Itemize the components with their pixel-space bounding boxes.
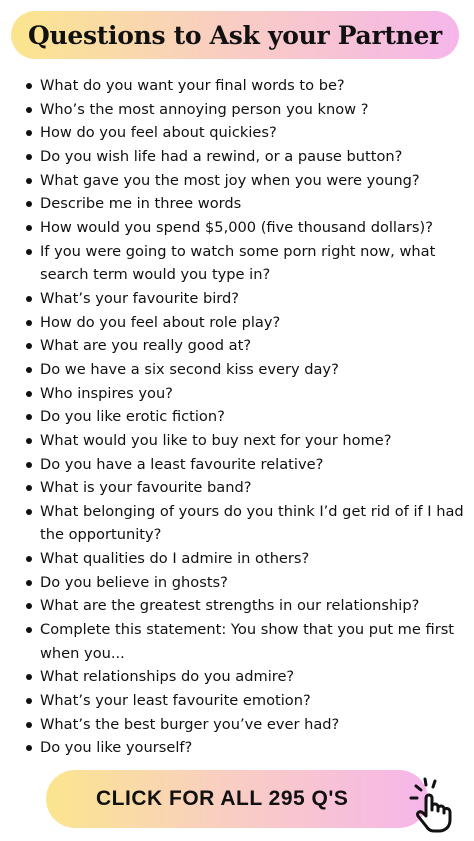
question-text: the opportunity? bbox=[40, 526, 162, 544]
question-text: What’s your least favourite emotion? bbox=[40, 692, 311, 710]
bullet-icon bbox=[26, 201, 32, 207]
question-item bbox=[0, 476, 474, 500]
question-item bbox=[0, 216, 474, 240]
pointing-hand-click-icon bbox=[402, 774, 460, 834]
question-item bbox=[0, 169, 474, 193]
bullet-icon bbox=[26, 627, 32, 633]
question-list bbox=[0, 74, 474, 760]
click-for-all-button[interactable] bbox=[46, 770, 428, 828]
question-item bbox=[0, 334, 474, 358]
question-text: How do you feel about quickies? bbox=[40, 124, 277, 142]
question-text: What qualities do I admire in others? bbox=[40, 550, 310, 568]
question-text: What are you really good at? bbox=[40, 337, 252, 355]
question-item bbox=[0, 665, 474, 689]
question-text: Do you wish life had a rewind, or a pause button? bbox=[40, 147, 403, 165]
question-text: search term would you type in? bbox=[40, 266, 271, 284]
bullet-icon bbox=[26, 580, 32, 586]
bullet-icon bbox=[26, 603, 32, 609]
question-item bbox=[0, 736, 474, 760]
question-item bbox=[0, 405, 474, 429]
bullet-icon bbox=[26, 722, 32, 728]
bullet-icon bbox=[26, 509, 32, 515]
question-text: What are the greatest strengths in our relationship? bbox=[40, 597, 420, 615]
question-item bbox=[0, 145, 474, 169]
question-item bbox=[0, 594, 474, 618]
bullet-icon bbox=[26, 320, 32, 326]
bullet-icon bbox=[26, 367, 32, 373]
question-item bbox=[0, 98, 474, 122]
bullet-icon bbox=[26, 178, 32, 184]
question-text: Do you like yourself? bbox=[40, 739, 193, 757]
question-item bbox=[0, 121, 474, 145]
question-text: Do you have a least favourite relative? bbox=[40, 455, 324, 473]
question-text: Do we have a six second kiss every day? bbox=[40, 360, 339, 378]
bullet-icon bbox=[26, 674, 32, 680]
question-item bbox=[0, 571, 474, 595]
question-text: What is your favourite band? bbox=[40, 479, 252, 497]
question-item bbox=[0, 358, 474, 382]
question-item bbox=[0, 689, 474, 713]
bullet-icon bbox=[26, 83, 32, 89]
question-item bbox=[0, 618, 474, 665]
question-item bbox=[0, 429, 474, 453]
question-text: What gave you the most joy when you were young? bbox=[40, 171, 420, 189]
question-text: If you were going to watch some porn right now, what bbox=[40, 242, 436, 260]
question-item bbox=[0, 240, 474, 287]
cta-label: CLICK FOR ALL 295 Q'S bbox=[96, 787, 349, 810]
question-text: Complete this statement: You show that you put me first bbox=[40, 621, 455, 639]
bullet-icon bbox=[26, 698, 32, 704]
bullet-icon bbox=[26, 462, 32, 468]
question-text: What’s the best burger you’ve ever had? bbox=[40, 715, 340, 733]
question-item bbox=[0, 382, 474, 406]
question-item bbox=[0, 192, 474, 216]
question-text: Who’s the most annoying person you know ? bbox=[40, 100, 369, 118]
question-text: What relationships do you admire? bbox=[40, 668, 295, 686]
question-item bbox=[0, 500, 474, 547]
question-item bbox=[0, 311, 474, 335]
bullet-icon bbox=[26, 154, 32, 160]
bullet-icon bbox=[26, 485, 32, 491]
question-text: What belonging of yours do you think I’d get rid of if I had bbox=[40, 502, 464, 520]
title-banner bbox=[11, 11, 459, 59]
question-text: How would you spend $5,000 (five thousand dollars)? bbox=[40, 218, 433, 236]
bullet-icon bbox=[26, 343, 32, 349]
question-item bbox=[0, 453, 474, 477]
bullet-icon bbox=[26, 249, 32, 255]
question-item bbox=[0, 74, 474, 98]
question-text: What would you like to buy next for your home? bbox=[40, 431, 392, 449]
question-item bbox=[0, 287, 474, 311]
bullet-icon bbox=[26, 745, 32, 751]
question-text: Who inspires you? bbox=[40, 384, 173, 402]
bullet-icon bbox=[26, 391, 32, 397]
question-text: when you... bbox=[40, 644, 125, 662]
bullet-icon bbox=[26, 414, 32, 420]
question-text: What’s your favourite bird? bbox=[40, 289, 240, 307]
question-item bbox=[0, 713, 474, 737]
question-text: What do you want your final words to be? bbox=[40, 77, 345, 94]
bullet-icon bbox=[26, 130, 32, 136]
bullet-icon bbox=[26, 556, 32, 562]
page-title: Questions to Ask your Partner bbox=[28, 20, 442, 50]
bullet-icon bbox=[26, 225, 32, 231]
question-item bbox=[0, 547, 474, 571]
question-text: Describe me in three words bbox=[40, 195, 242, 213]
question-text: How do you feel about role play? bbox=[40, 313, 281, 331]
question-text: Do you believe in ghosts? bbox=[40, 573, 228, 591]
question-text: Do you like erotic fiction? bbox=[40, 408, 225, 426]
bullet-icon bbox=[26, 438, 32, 444]
bullet-icon bbox=[26, 296, 32, 302]
bullet-icon bbox=[26, 107, 32, 113]
